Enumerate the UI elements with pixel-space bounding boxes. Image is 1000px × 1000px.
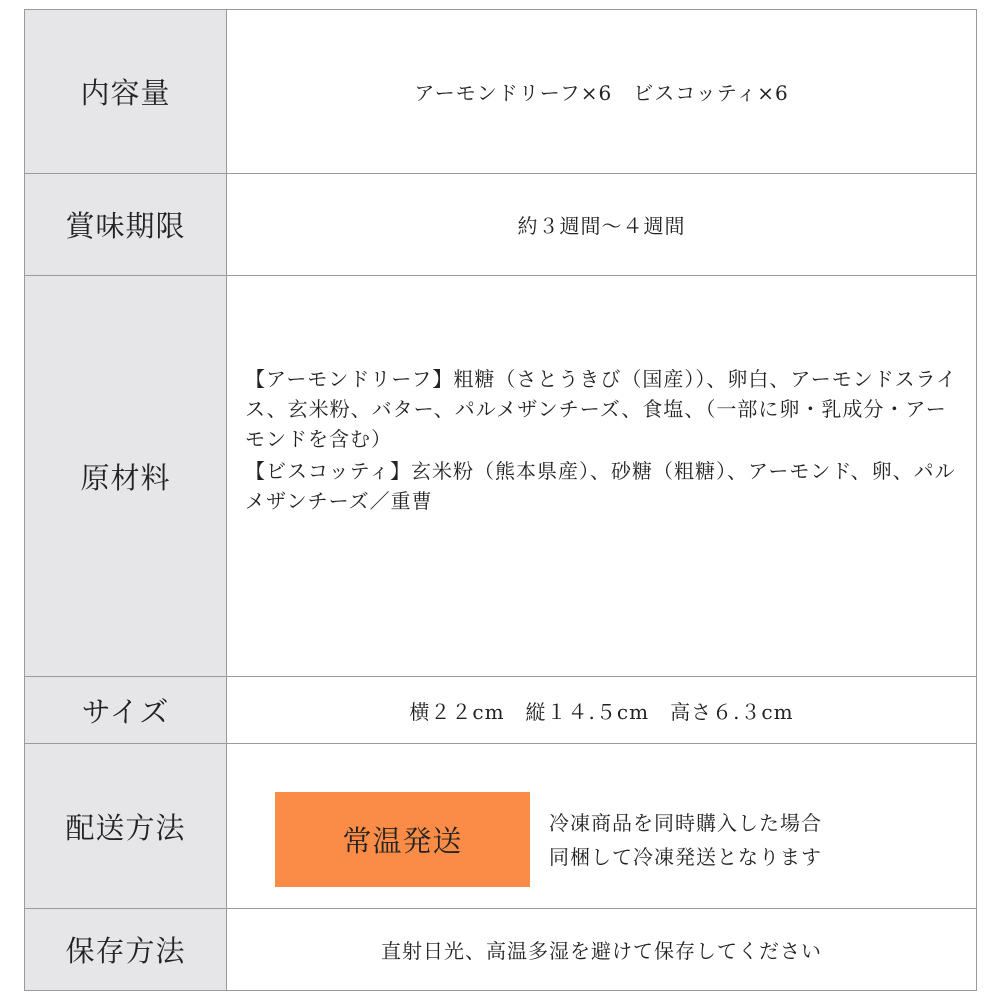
shipping-note-line-1: 冷凍商品を同時購入した場合 [549, 811, 822, 835]
ingredients-text [227, 276, 976, 518]
shipping-value [227, 744, 976, 908]
row-contents [25, 10, 976, 174]
shipping-method-badge: 常温発送 [275, 792, 530, 887]
shipping-note-line-2: 同梱して冷凍発送となります [549, 845, 822, 869]
expiry-label: 賞味期限 [25, 174, 227, 275]
ingredients-biscotti: 【ビスコッティ】玄米粉（熊本県産）、砂糖（粗糖）、アーモンド、卵、パルメザンチーズ／重曹 [245, 459, 956, 513]
product-spec-table [24, 9, 977, 991]
row-storage [25, 909, 976, 990]
ingredients-almond-leaf: 【アーモンドリーフ】粗糖（さとうきび（国産））、卵白、アーモンドスライス、玄米粉、バター、パルメザンチーズ、食塩、（一部に卵・乳成分・アーモンドを含む） [245, 367, 957, 451]
contents-value: アーモンドリーフ×6 ビスコッティ×6 [414, 81, 789, 105]
row-shipping [25, 744, 976, 909]
row-size [25, 677, 976, 744]
storage-label: 保存方法 [25, 909, 227, 990]
storage-value: 直射日光、高温多湿を避けて保存してください [381, 939, 822, 963]
size-label: サイズ [25, 677, 227, 743]
shipping-label: 配送方法 [25, 744, 227, 908]
row-ingredients [25, 276, 976, 677]
expiry-value: 約３週間〜４週間 [517, 214, 686, 238]
row-expiry [25, 174, 976, 276]
ingredients-label: 原材料 [25, 276, 227, 676]
shipping-note [549, 806, 822, 874]
contents-label: 内容量 [25, 10, 227, 173]
ingredients-value [227, 276, 976, 676]
size-value: 横２２cm 縦１４.５cm 高さ６.３cm [409, 699, 794, 724]
